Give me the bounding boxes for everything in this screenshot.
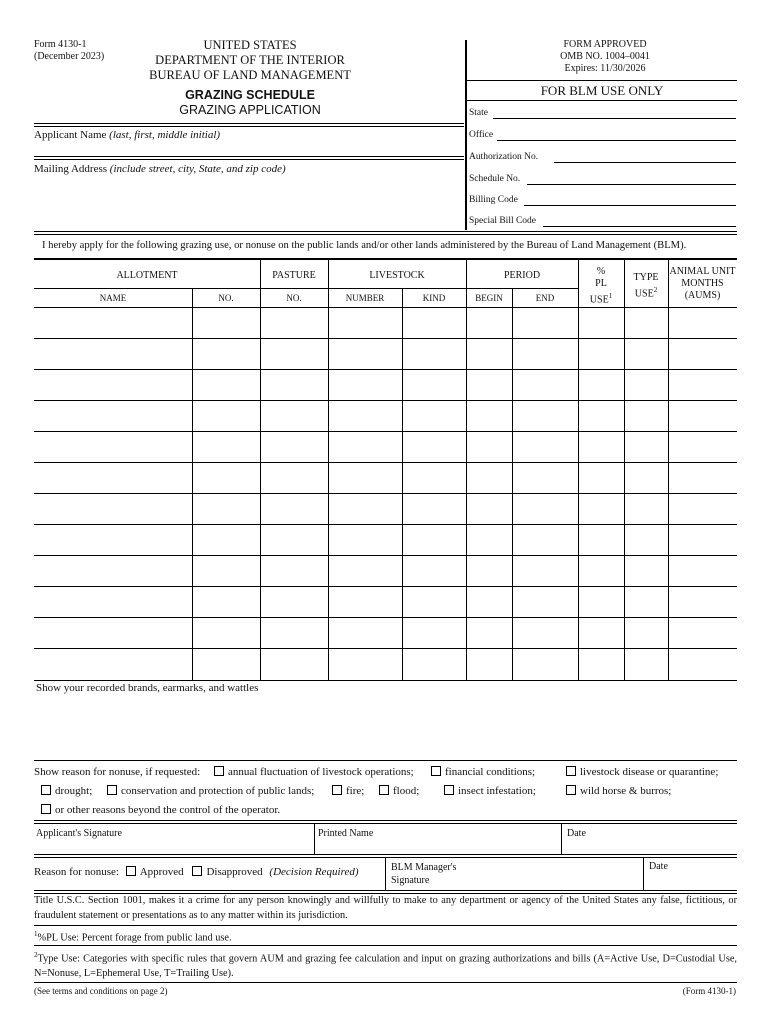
nonuse-option-conservation[interactable] xyxy=(107,785,314,797)
form-title-2: GRAZING APPLICATION xyxy=(179,103,321,117)
printed-name-field[interactable] xyxy=(315,824,561,854)
manager-line-1: BLM Manager's xyxy=(391,862,457,873)
agency-line-3: BUREAU OF LAND MANAGEMENT xyxy=(149,68,351,82)
disapproved-checkbox[interactable] xyxy=(192,866,202,876)
special-bill-input[interactable] xyxy=(543,226,736,227)
blm-field-label: Special Bill Code xyxy=(469,216,537,226)
option-label: wild horse & burros; xyxy=(580,785,672,797)
subheader-begin: BEGIN xyxy=(475,293,503,303)
blm-manager-signature-field[interactable] xyxy=(386,858,643,890)
form-approved: FORM APPROVED xyxy=(563,39,647,50)
billing-code-input[interactable] xyxy=(524,205,736,206)
header-pl-use xyxy=(578,266,624,306)
option-label: or other reasons beyond the control of the operator. xyxy=(55,804,281,816)
header-allotment: ALLOTMENT xyxy=(116,270,178,281)
signature-date-field[interactable] xyxy=(562,824,737,854)
schedule-input[interactable] xyxy=(527,184,736,185)
pl-use-line-2: PL xyxy=(595,278,607,289)
footnote-rule-1 xyxy=(34,925,737,926)
footnote-2-text: Type Use: Categories with specific rules that govern AUM and grazing fee calculation and input on grazing authorizations and bills (A=Active Use, D=Custodial Use, N=Nonuse, L=Ephemeral Use, T=Trailing Use). xyxy=(34,953,737,980)
footnote-1 xyxy=(34,930,232,943)
footer-terms-note: (See terms and conditions on page 2) xyxy=(34,986,168,996)
table-row[interactable] xyxy=(34,587,737,617)
subheader-rule xyxy=(34,288,578,289)
address-top-rule xyxy=(34,156,464,160)
subheader-end: END xyxy=(535,293,555,303)
annual-fluctuation-checkbox[interactable] xyxy=(214,766,224,776)
footnote-1-text: %PL Use: Percent forage from public land use. xyxy=(37,932,232,944)
disapproved-label: Disapproved xyxy=(206,866,263,878)
printed-name-label: Printed Name xyxy=(318,828,374,839)
intro-top-rule xyxy=(34,231,737,235)
drought-checkbox[interactable] xyxy=(41,785,51,795)
manager-line-2: Signature xyxy=(391,875,430,886)
nonuse-option-fire[interactable] xyxy=(332,785,364,797)
applicant-signature-field[interactable] xyxy=(34,824,314,854)
conservation-checkbox[interactable] xyxy=(107,785,117,795)
agency-line-2: DEPARTMENT OF THE INTERIOR xyxy=(155,53,345,67)
header-aums xyxy=(668,266,737,302)
flood-checkbox[interactable] xyxy=(379,785,389,795)
footer-form-number: (Form 4130-1) xyxy=(682,986,736,996)
nonuse-option-annual[interactable] xyxy=(214,766,414,778)
nonuse-row-1 xyxy=(34,766,200,778)
form-title-1: GRAZING SCHEDULE xyxy=(185,88,315,102)
blm-field-label: State xyxy=(469,108,488,118)
footer-rule xyxy=(34,982,737,983)
table-row[interactable] xyxy=(34,432,737,462)
blm-field-special-bill xyxy=(469,216,536,226)
nonuse-option-insect[interactable] xyxy=(444,785,536,797)
other-reasons-checkbox[interactable] xyxy=(41,804,51,814)
fire-checkbox[interactable] xyxy=(332,785,342,795)
approved-label: Approved xyxy=(139,866,184,878)
option-label: fire; xyxy=(346,785,365,797)
applicant-top-rule xyxy=(34,123,464,127)
table-row[interactable] xyxy=(34,339,737,369)
grazing-schedule-table xyxy=(34,258,737,680)
omb-block xyxy=(520,39,690,75)
authorization-input[interactable] xyxy=(554,162,736,163)
option-label: conservation and protection of public lands; xyxy=(121,785,315,797)
blm-field-label: Schedule No. xyxy=(469,174,521,184)
pl-use-line-3: USE xyxy=(589,294,609,306)
mailing-address-hint: (include street, city, State, and zip code) xyxy=(109,163,286,175)
decision-label: Reason for nonuse: xyxy=(34,866,119,878)
footnote-rule-2 xyxy=(34,945,737,946)
subheader-allotment-no: NO. xyxy=(218,293,234,303)
applicant-name-label: Applicant Name xyxy=(34,129,107,141)
option-label: annual fluctuation of livestock operations; xyxy=(228,766,414,778)
nonuse-label: Show reason for nonuse, if requested: xyxy=(34,766,201,778)
intro-statement: I hereby apply for the following grazing use, or nonuse on the public lands and/or other lands administered by the Bureau of Land Management (BLM). xyxy=(42,240,687,251)
form-number: Form 4130-1 xyxy=(34,39,87,50)
applicant-signature-label: Applicant's Signature xyxy=(36,828,122,839)
wild-horse-checkbox[interactable] xyxy=(566,785,576,795)
form-number-block xyxy=(34,39,104,63)
option-label: insect infestation; xyxy=(458,785,536,797)
nonuse-option-wild-horse[interactable] xyxy=(566,785,671,797)
table-row[interactable] xyxy=(34,370,737,400)
subheader-kind: KIND xyxy=(422,293,446,303)
office-input[interactable] xyxy=(497,140,736,141)
footnote-2-number: 2 xyxy=(34,951,38,959)
table-row[interactable] xyxy=(34,463,737,493)
state-input[interactable] xyxy=(493,118,736,119)
table-row[interactable] xyxy=(34,649,737,679)
blm-top-rule xyxy=(467,80,737,81)
omb-number: OMB NO. 1004–0041 xyxy=(560,51,650,62)
livestock-disease-checkbox[interactable] xyxy=(566,766,576,776)
blm-title-rule xyxy=(467,100,737,101)
nonuse-option-disease[interactable] xyxy=(566,766,718,778)
expiration-date: Expires: 11/30/2026 xyxy=(564,63,646,74)
header-divider xyxy=(465,40,467,230)
blm-field-authorization xyxy=(469,152,538,162)
agency-line-1: UNITED STATES xyxy=(203,38,297,52)
option-label: financial conditions; xyxy=(445,766,536,778)
type-use-line-1: TYPE xyxy=(633,272,659,283)
table-top-rule xyxy=(34,258,737,260)
table-row[interactable] xyxy=(34,401,737,431)
mailing-address-field[interactable] xyxy=(34,163,286,175)
aums-line-1: ANIMAL UNIT xyxy=(669,266,736,277)
approved-checkbox[interactable] xyxy=(126,866,136,876)
header-period: PERIOD xyxy=(503,270,541,281)
form-title xyxy=(140,88,360,118)
subheader-name: NAME xyxy=(99,293,127,303)
nonuse-top-rule xyxy=(34,760,737,761)
option-label: livestock disease or quarantine; xyxy=(580,766,719,778)
table-row[interactable] xyxy=(34,556,737,586)
option-label: drought; xyxy=(55,785,93,797)
aums-line-2: MONTHS xyxy=(681,278,724,289)
subheader-pasture-no: NO. xyxy=(286,293,302,303)
decision-required: (Decision Required) xyxy=(269,866,359,878)
insect-infestation-checkbox[interactable] xyxy=(444,785,454,795)
signature-date-label: Date xyxy=(567,828,586,839)
nonuse-option-financial[interactable] xyxy=(431,766,535,778)
blm-field-billing xyxy=(469,195,518,205)
decision-date-label: Date xyxy=(649,861,668,872)
applicant-name-hint: (last, first, middle initial) xyxy=(109,129,221,141)
brands-label: Show your recorded brands, earmarks, and wattles xyxy=(36,682,259,694)
footnote-ref-2: 2 xyxy=(653,286,658,294)
table-row[interactable] xyxy=(34,494,737,524)
blm-field-schedule xyxy=(469,174,520,184)
blm-field-label: Billing Code xyxy=(469,195,518,205)
applicant-name-field[interactable] xyxy=(34,129,220,141)
header-type-use xyxy=(624,272,668,300)
blm-use-title: FOR BLM USE ONLY xyxy=(540,83,664,98)
blm-field-label: Authorization No. xyxy=(469,152,539,162)
option-label: flood; xyxy=(393,785,420,797)
footnote-1-number: 1 xyxy=(34,930,38,938)
aums-line-3: (AUMS) xyxy=(684,290,721,301)
pl-use-line-1: % xyxy=(596,266,606,277)
footnote-2 xyxy=(34,948,737,981)
header-livestock: LIVESTOCK xyxy=(369,270,425,281)
nonuse-option-flood[interactable] xyxy=(379,785,419,797)
table-row[interactable] xyxy=(34,618,737,648)
table-bottom-rule xyxy=(34,680,737,681)
blm-field-label: Office xyxy=(469,130,494,140)
brands-input-area[interactable] xyxy=(34,698,737,756)
table-row[interactable] xyxy=(34,525,737,555)
agency-block xyxy=(140,38,360,83)
decision-block xyxy=(34,866,359,878)
footnote-ref-1: 1 xyxy=(608,292,613,300)
mailing-address-label: Mailing Address xyxy=(34,163,108,175)
nonuse-option-drought[interactable] xyxy=(41,785,92,797)
blm-field-office xyxy=(469,130,493,140)
nonuse-option-other[interactable] xyxy=(41,804,280,816)
type-use-line-2: USE xyxy=(634,288,654,300)
legal-statement: Title U.S.C. Section 1001, makes it a crime for any person knowingly and willfully to make to any department or agency of the United States any false, fictitious, or fraudulent statement or presentations as to any matter within its jurisdiction. xyxy=(34,895,737,921)
form-date: (December 2023) xyxy=(34,51,105,62)
subheader-number: NUMBER xyxy=(345,293,385,303)
table-row[interactable] xyxy=(34,308,737,338)
decision-date-field[interactable] xyxy=(644,858,737,890)
blm-field-state xyxy=(469,108,488,118)
financial-conditions-checkbox[interactable] xyxy=(431,766,441,776)
header-pasture: PASTURE xyxy=(272,270,316,281)
